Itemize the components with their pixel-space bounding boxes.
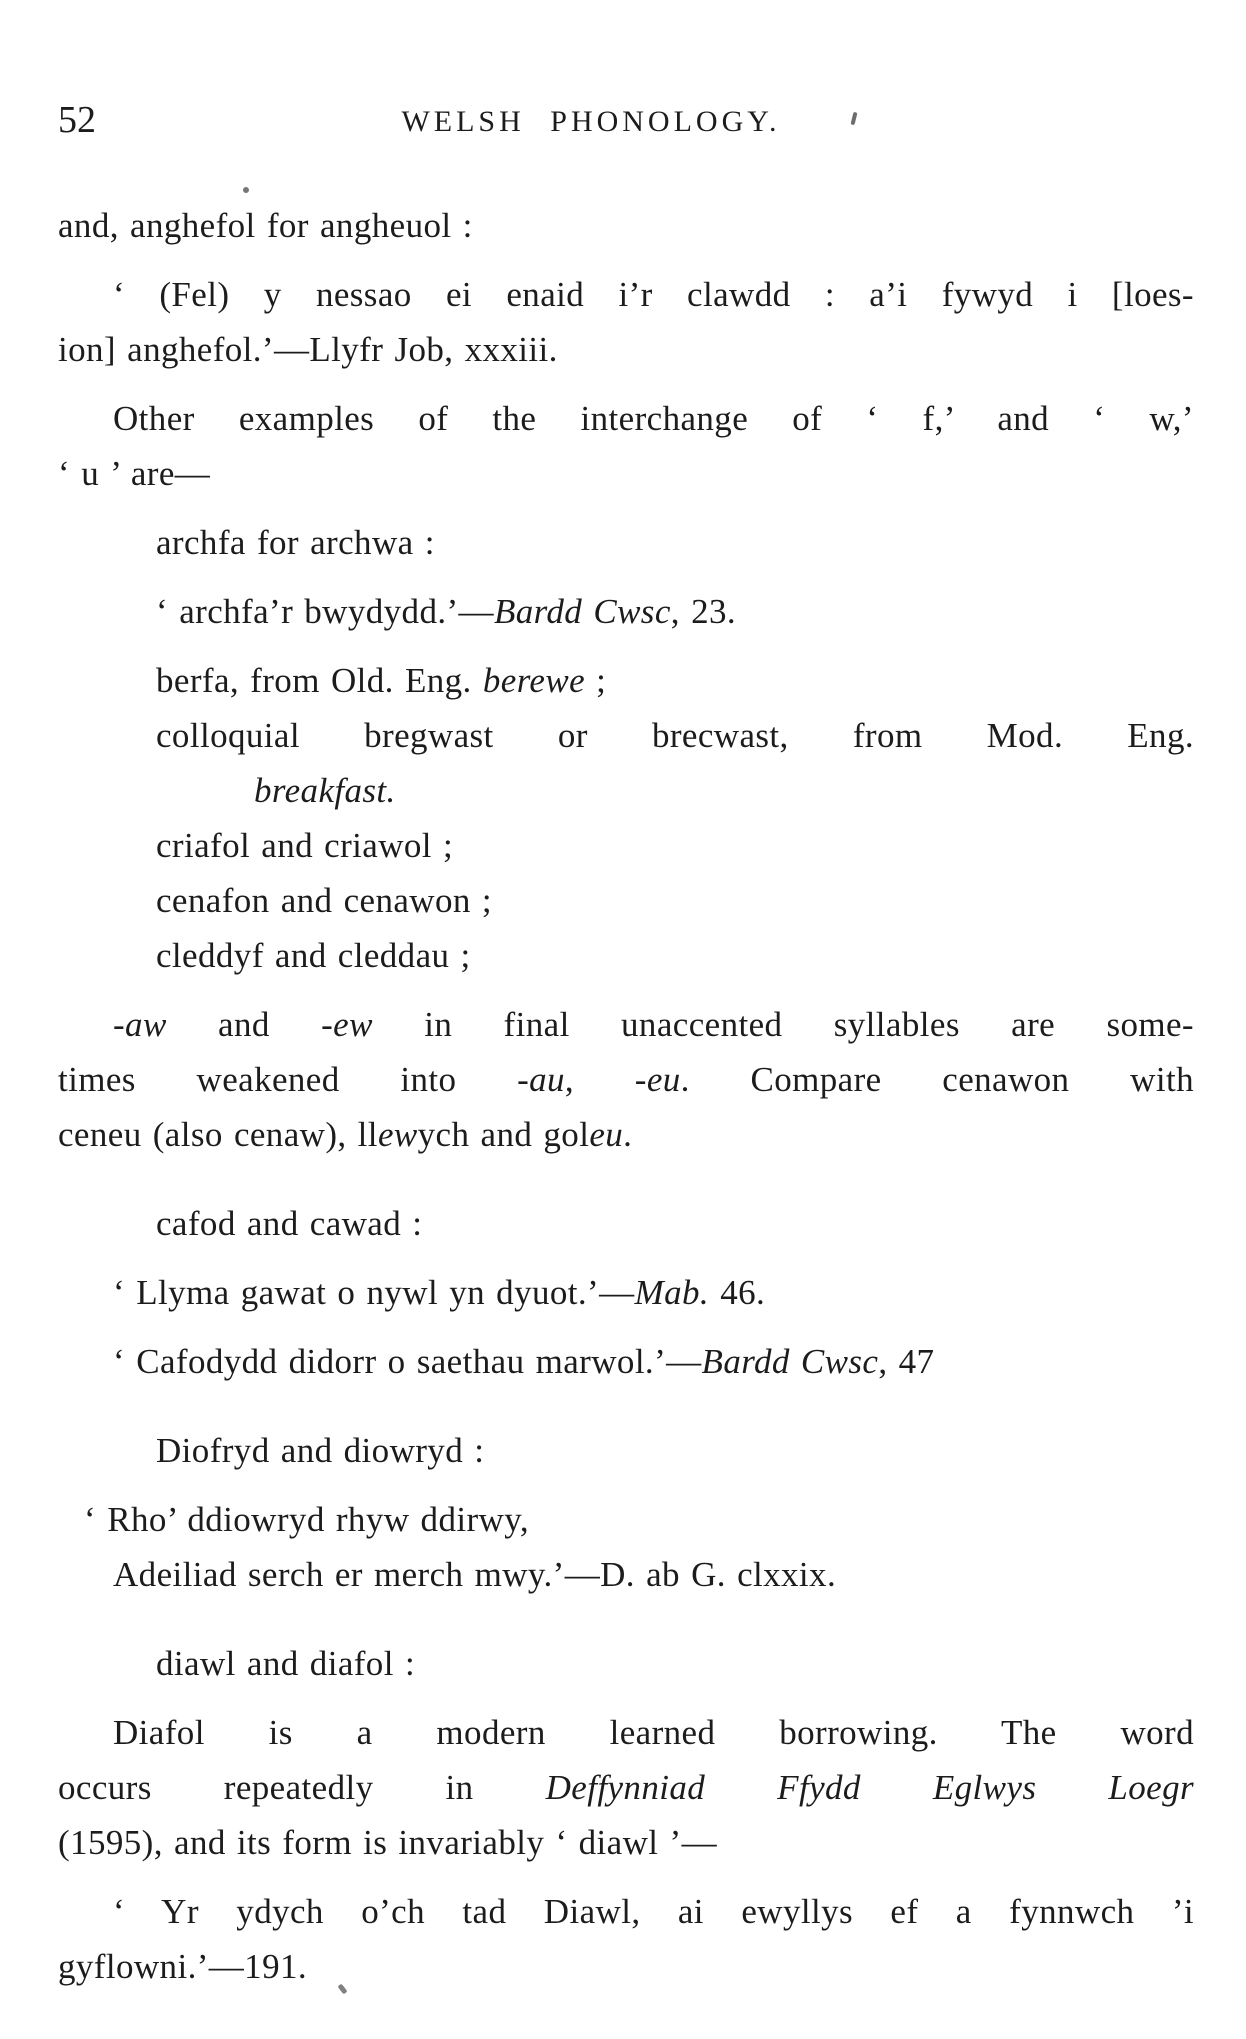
text-segment: . Compare cenawon with xyxy=(680,1060,1194,1099)
text-line xyxy=(58,873,1194,928)
text-line xyxy=(58,1939,1194,1994)
text-segment: archfa for archwa : xyxy=(156,523,435,562)
text-line xyxy=(58,1492,1194,1547)
text-segment: ych and gol xyxy=(417,1115,590,1154)
text-segment: and, anghefol for angheuol : xyxy=(58,206,473,245)
text-segment: ‘ u ’ are— xyxy=(58,454,211,493)
text-line xyxy=(58,997,1194,1052)
text-line xyxy=(58,391,1194,446)
text-segment: cleddyf and cleddau ; xyxy=(156,936,471,975)
text-segment: , xyxy=(564,1060,635,1099)
italic-text-segment: -eu xyxy=(634,1060,681,1099)
text-line xyxy=(58,267,1194,322)
text-segment: , 23. xyxy=(670,592,737,631)
text-line xyxy=(58,1547,1194,1602)
page-body xyxy=(58,198,1194,1994)
text-segment: cafod and cawad : xyxy=(156,1204,423,1243)
text-segment: occurs repeatedly in xyxy=(58,1768,546,1807)
text-segment: colloquial bregwast or brecwast, from Mod. Eng. xyxy=(156,716,1194,755)
text-line xyxy=(58,763,1194,818)
text-segment: Diafol is a modern learned borrowing. The word xyxy=(113,1713,1194,1752)
text-segment: cenafon and cenawon ; xyxy=(156,881,493,920)
text-segment: ‘ Cafodydd didorr o saethau marwol.’— xyxy=(113,1342,702,1381)
text-segment: (1595), and its form is invariably ‘ diawl ’— xyxy=(58,1823,718,1862)
italic-text-segment: -ew xyxy=(321,1005,373,1044)
italic-text-segment: -aw xyxy=(113,1005,167,1044)
italic-text-segment: ew xyxy=(377,1115,418,1154)
text-line xyxy=(58,1815,1194,1870)
text-segment: ; xyxy=(585,661,607,700)
text-segment: criafol and criawol ; xyxy=(156,826,454,865)
text-line xyxy=(58,653,1194,708)
text-line xyxy=(58,1052,1194,1107)
text-segment: ‘ Yr ydych o’ch tad Diawl, ai ewyllys ef a fynnwch ’i xyxy=(113,1892,1194,1931)
text-segment: gyflowni.’—191. xyxy=(58,1947,308,1986)
text-segment: ‘ archfa’r bwydydd.’— xyxy=(156,592,494,631)
text-segment: diawl and diafol : xyxy=(156,1644,416,1683)
italic-text-segment: Deffynniad Ffydd Eglwys Loegr xyxy=(545,1768,1195,1807)
italic-text-segment: berewe xyxy=(482,661,586,700)
text-line xyxy=(58,446,1194,501)
text-line xyxy=(58,1760,1194,1815)
italic-text-segment: eu xyxy=(589,1115,624,1154)
text-segment: ‘ Rho’ ddiowryd rhyw ddirwy, xyxy=(84,1500,529,1539)
italic-text-segment: Bardd Cwsc xyxy=(701,1342,879,1381)
page-number: 52 xyxy=(58,99,96,141)
italic-text-segment: Mab. xyxy=(634,1273,710,1312)
text-segment: ‘ Llyma gawat o nywl yn dyuot.’— xyxy=(113,1273,635,1312)
italic-text-segment: breakfast. xyxy=(254,771,396,810)
text-segment: ceneu (also cenaw), ll xyxy=(58,1115,378,1154)
scan-speck xyxy=(243,187,249,193)
text-line xyxy=(58,1884,1194,1939)
page-header xyxy=(58,98,1194,142)
text-line xyxy=(58,515,1194,570)
text-line xyxy=(58,198,1194,253)
text-segment: and xyxy=(166,1005,322,1044)
text-segment: berfa, from Old. Eng. xyxy=(156,661,483,700)
text-line xyxy=(58,1334,1194,1389)
text-segment: , 47 xyxy=(878,1342,935,1381)
text-segment: in final unaccented syllables are some- xyxy=(372,1005,1194,1044)
text-line xyxy=(58,1636,1194,1691)
text-line xyxy=(58,584,1194,639)
text-segment: Diofryd and diowryd : xyxy=(156,1431,485,1470)
text-line xyxy=(58,708,1194,763)
text-line xyxy=(58,1196,1194,1251)
running-head: WELSH PHONOLOGY. xyxy=(401,105,781,138)
text-segment: 46. xyxy=(709,1273,766,1312)
text-line xyxy=(58,1107,1194,1162)
text-segment: Adeiliad serch er merch mwy.’—D. ab G. clxxix. xyxy=(113,1555,837,1594)
text-line xyxy=(58,1265,1194,1320)
text-line xyxy=(58,1705,1194,1760)
text-segment: ‘ (Fel) y nessao ei enaid i’r clawdd : a’i fywyd i [loes- xyxy=(113,275,1194,314)
text-line xyxy=(58,1423,1194,1478)
italic-text-segment: -au xyxy=(517,1060,565,1099)
text-line xyxy=(58,818,1194,873)
text-segment: ion] anghefol.’—Llyfr Job, xxxiii. xyxy=(58,330,558,369)
italic-text-segment: Bardd Cwsc xyxy=(493,592,671,631)
text-line xyxy=(58,928,1194,983)
text-segment: times weakened into xyxy=(58,1060,518,1099)
text-line xyxy=(58,322,1194,377)
text-segment: Other examples of the interchange of ‘ f,’ and ‘ w,’ xyxy=(113,399,1194,438)
text-segment: . xyxy=(623,1115,633,1154)
